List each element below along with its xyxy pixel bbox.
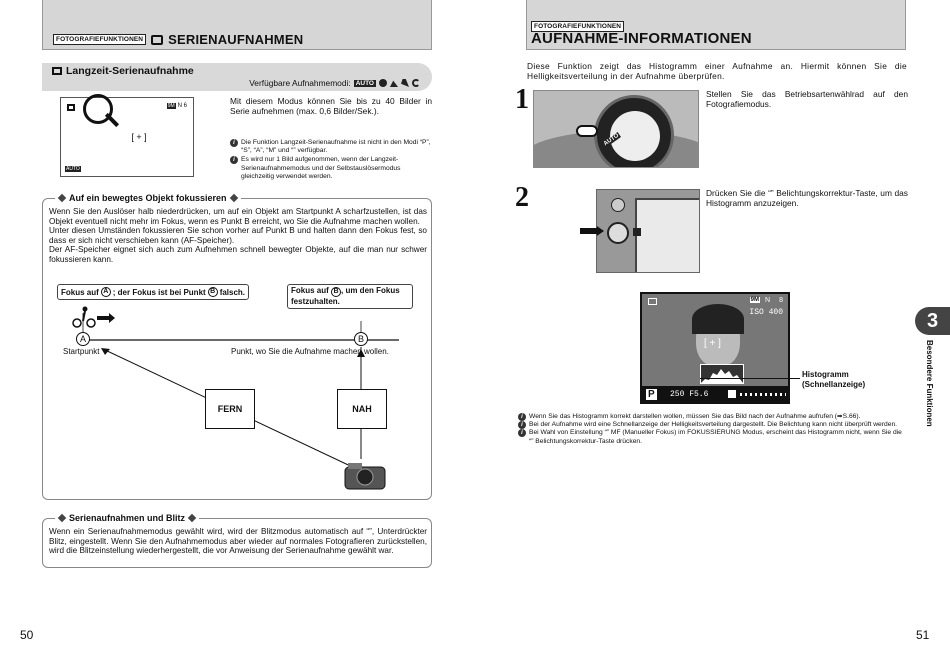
callout-a: Fokus auf A ; der Fokus ist bei Punkt B falsch. <box>57 284 249 300</box>
left-page-number: 50 <box>20 628 34 642</box>
focus-box-text <box>49 207 427 265</box>
letter-a-badge: A <box>101 287 111 297</box>
exposure-button[interactable] <box>607 222 629 244</box>
step-2-text: Drücken Sie die “” Belichtungskorrektur-Taste, um das Histogramm anzuzeigen. <box>706 188 908 208</box>
night-mode-icon <box>412 79 420 87</box>
focus-info-box <box>42 193 432 500</box>
step-1-number: 1 <box>515 84 529 115</box>
callout-b: Fokus auf B , um den Fokus festzuhalten. <box>287 284 413 309</box>
right-notes <box>518 413 908 446</box>
left-notes <box>230 139 432 181</box>
note-text: Bei Wahl von Einstellung “” MF (Manueller Fokus) im FOKUSSIERUNG Modus, erscheint das Histogramm nicht, wenn Sie die “” Belichtungskorrektur-Taste drücken. <box>529 429 902 445</box>
right-header-bar <box>526 0 906 50</box>
auto-mode-badge: AUTO <box>355 79 374 87</box>
lcd-illustration <box>60 97 194 177</box>
note-icon: i <box>518 413 526 421</box>
letter-b-badge: B <box>331 287 341 297</box>
flash-box-text: Wenn ein Serienaufnahmemodus gewählt wird, wird der Blitzmodus automatisch auf “”, Unterdrückter Blitz, eingestellt. Wenn Sie den Aufnahmemodus aber wieder auf normales Fotografieren zurückstellen, wird die Blitzeinstellung wiederhergestellt, die vor Anweisung der Serienaufnahme gewählt war. <box>49 527 427 556</box>
note-icon: i <box>518 421 526 429</box>
histogram-label: Histogramm (Schnellanzeige) <box>802 370 866 389</box>
section-header <box>42 63 432 91</box>
lcd-photo <box>640 292 790 404</box>
lcd-size-badge: 9M <box>750 297 759 303</box>
portrait-mode-icon <box>379 79 387 87</box>
step-1-text: Stellen Sie das Betriebsartenwählrad auf den Fotografiemodus. <box>706 89 908 109</box>
far-label: FERN <box>205 389 255 429</box>
note-text: Es wird nur 1 Bild aufgenommen, wenn der Langzeit-Serienaufnahmemodus und der Selbstauslösermodus gleichzeitig verwendet werden. <box>241 156 401 180</box>
modes-label: Verfügbare Aufnahmemodi: <box>249 78 351 88</box>
continuous-lcd-icon <box>67 104 75 111</box>
lcd-quality: N <box>764 297 770 304</box>
right-section-tag: FOTOGRAFIEFUNKTIONEN <box>531 21 624 32</box>
cyclist-icon <box>73 307 95 328</box>
section-title: Langzeit-Serienaufnahme <box>66 65 194 77</box>
chapter-tab: 3 <box>915 307 950 335</box>
landscape-mode-icon <box>390 79 398 87</box>
shot-point-label: Punkt, wo Sie die Aufnahme machen wollen. <box>231 347 389 356</box>
lcd-exposure: 250 F5.6 <box>670 390 709 399</box>
right-page-number: 51 <box>916 628 930 642</box>
focus-paragraph: Der AF-Speicher eignet sich auch zum Aufnehmen schnell bewegter Objekte, auf die man nur schwer fokussieren kann. <box>49 245 427 264</box>
lcd-focus-frame: [ + ] <box>704 338 721 349</box>
lcd-camera-icon <box>648 298 657 305</box>
note-text: Bei der Aufnahme wird eine Schnellanzeige der Helligkeitsverteilung dargestellt. Die Belichtung kann nicht überprüft werden. <box>529 421 898 429</box>
focus-frame: [ + ] <box>131 132 147 142</box>
note-icon: i <box>518 429 526 437</box>
dial-auto-label: AUTO <box>602 132 621 148</box>
histogram-leader-line <box>700 378 800 379</box>
near-label: NAH <box>337 389 387 429</box>
lcd-ev-scale <box>740 393 786 396</box>
flash-box-title: Serienaufnahmen und Blitz <box>55 513 199 523</box>
sport-mode-icon <box>401 79 409 87</box>
camera-diagram-icon <box>345 463 385 489</box>
step-2-number: 2 <box>515 182 529 213</box>
point-b-marker: B <box>354 332 368 346</box>
dial-indicator <box>576 125 598 137</box>
note-icon: i <box>230 156 238 164</box>
left-page-title: SERIENAUFNAHMEN <box>168 32 304 47</box>
histogram-graph <box>701 365 743 383</box>
lcd-histogram <box>700 364 744 384</box>
lcd-counter: 9M N 6 <box>167 103 187 109</box>
lcd-count: 8 <box>779 297 783 304</box>
lcd-ev-icon <box>728 390 736 398</box>
note-icon: i <box>230 139 238 147</box>
lcd-iso: ISO 400 <box>749 308 783 317</box>
mode-dial-illustration <box>533 90 699 168</box>
focus-paragraph: Unter diesen Umständen fokussieren Sie schon vorher auf Punkt B und halten dann den Fokus fest, so dass er sich nicht verschieben kann (AF-Speicher). <box>49 226 427 245</box>
lcd-auto-icon: AUTO <box>66 166 80 172</box>
exposure-icon <box>633 228 641 236</box>
focus-paragraph: Wenn Sie den Auslöser halb niederdrücken, um auf ein Objekt am Startpunkt A scharfzustellen, ist das Objekt eventuell nicht mehr im Fokus, wenn es Punkt B erreicht, wo Sie die Aufnahme machen wollen. <box>49 207 427 226</box>
flash-info-box <box>42 513 432 568</box>
note-text: Wenn Sie das Histogramm korrekt darstellen wollen, müssen Sie das Bild nach der Aufnahme aufrufen (➡S.66). <box>529 413 861 420</box>
exposure-button-illustration <box>596 189 700 273</box>
chapter-label: Besondere Funktionen <box>925 340 934 427</box>
start-point-label: Startpunkt <box>63 347 100 356</box>
diamond-icon <box>188 514 196 522</box>
letter-b-badge: B <box>208 287 218 297</box>
point-a-marker: A <box>76 332 90 346</box>
diamond-icon <box>229 194 237 202</box>
diamond-icon <box>58 514 66 522</box>
left-section-tag: FOTOGRAFIEFUNKTIONEN <box>53 34 146 45</box>
diamond-icon <box>58 194 66 202</box>
intro-text: Mit diesem Modus können Sie bis zu 40 Bilder in Serie aufnehmen (max. 0,6 Bilder/Sek.). <box>230 96 432 116</box>
lcd-mode: P <box>648 389 655 400</box>
note-text: Die Funktion Langzeit-Serienaufnahme ist nicht in den Modi “P”, “S”, “A”, “M” und “” verfügbar. <box>241 139 431 155</box>
continuous-icon-small <box>52 67 62 75</box>
right-page-title: AUFNAHME-INFORMATIONEN <box>531 30 752 47</box>
left-header-bar <box>42 0 432 50</box>
continuous-icon <box>151 35 163 45</box>
right-intro: Diese Funktion zeigt das Histogramm einer Aufnahme an. Hiermit können Sie die Helligkeitsverteilung in der Aufnahme überprüfen. <box>527 61 907 81</box>
focus-box-title: Auf ein bewegtes Objekt fokussieren <box>55 193 241 203</box>
